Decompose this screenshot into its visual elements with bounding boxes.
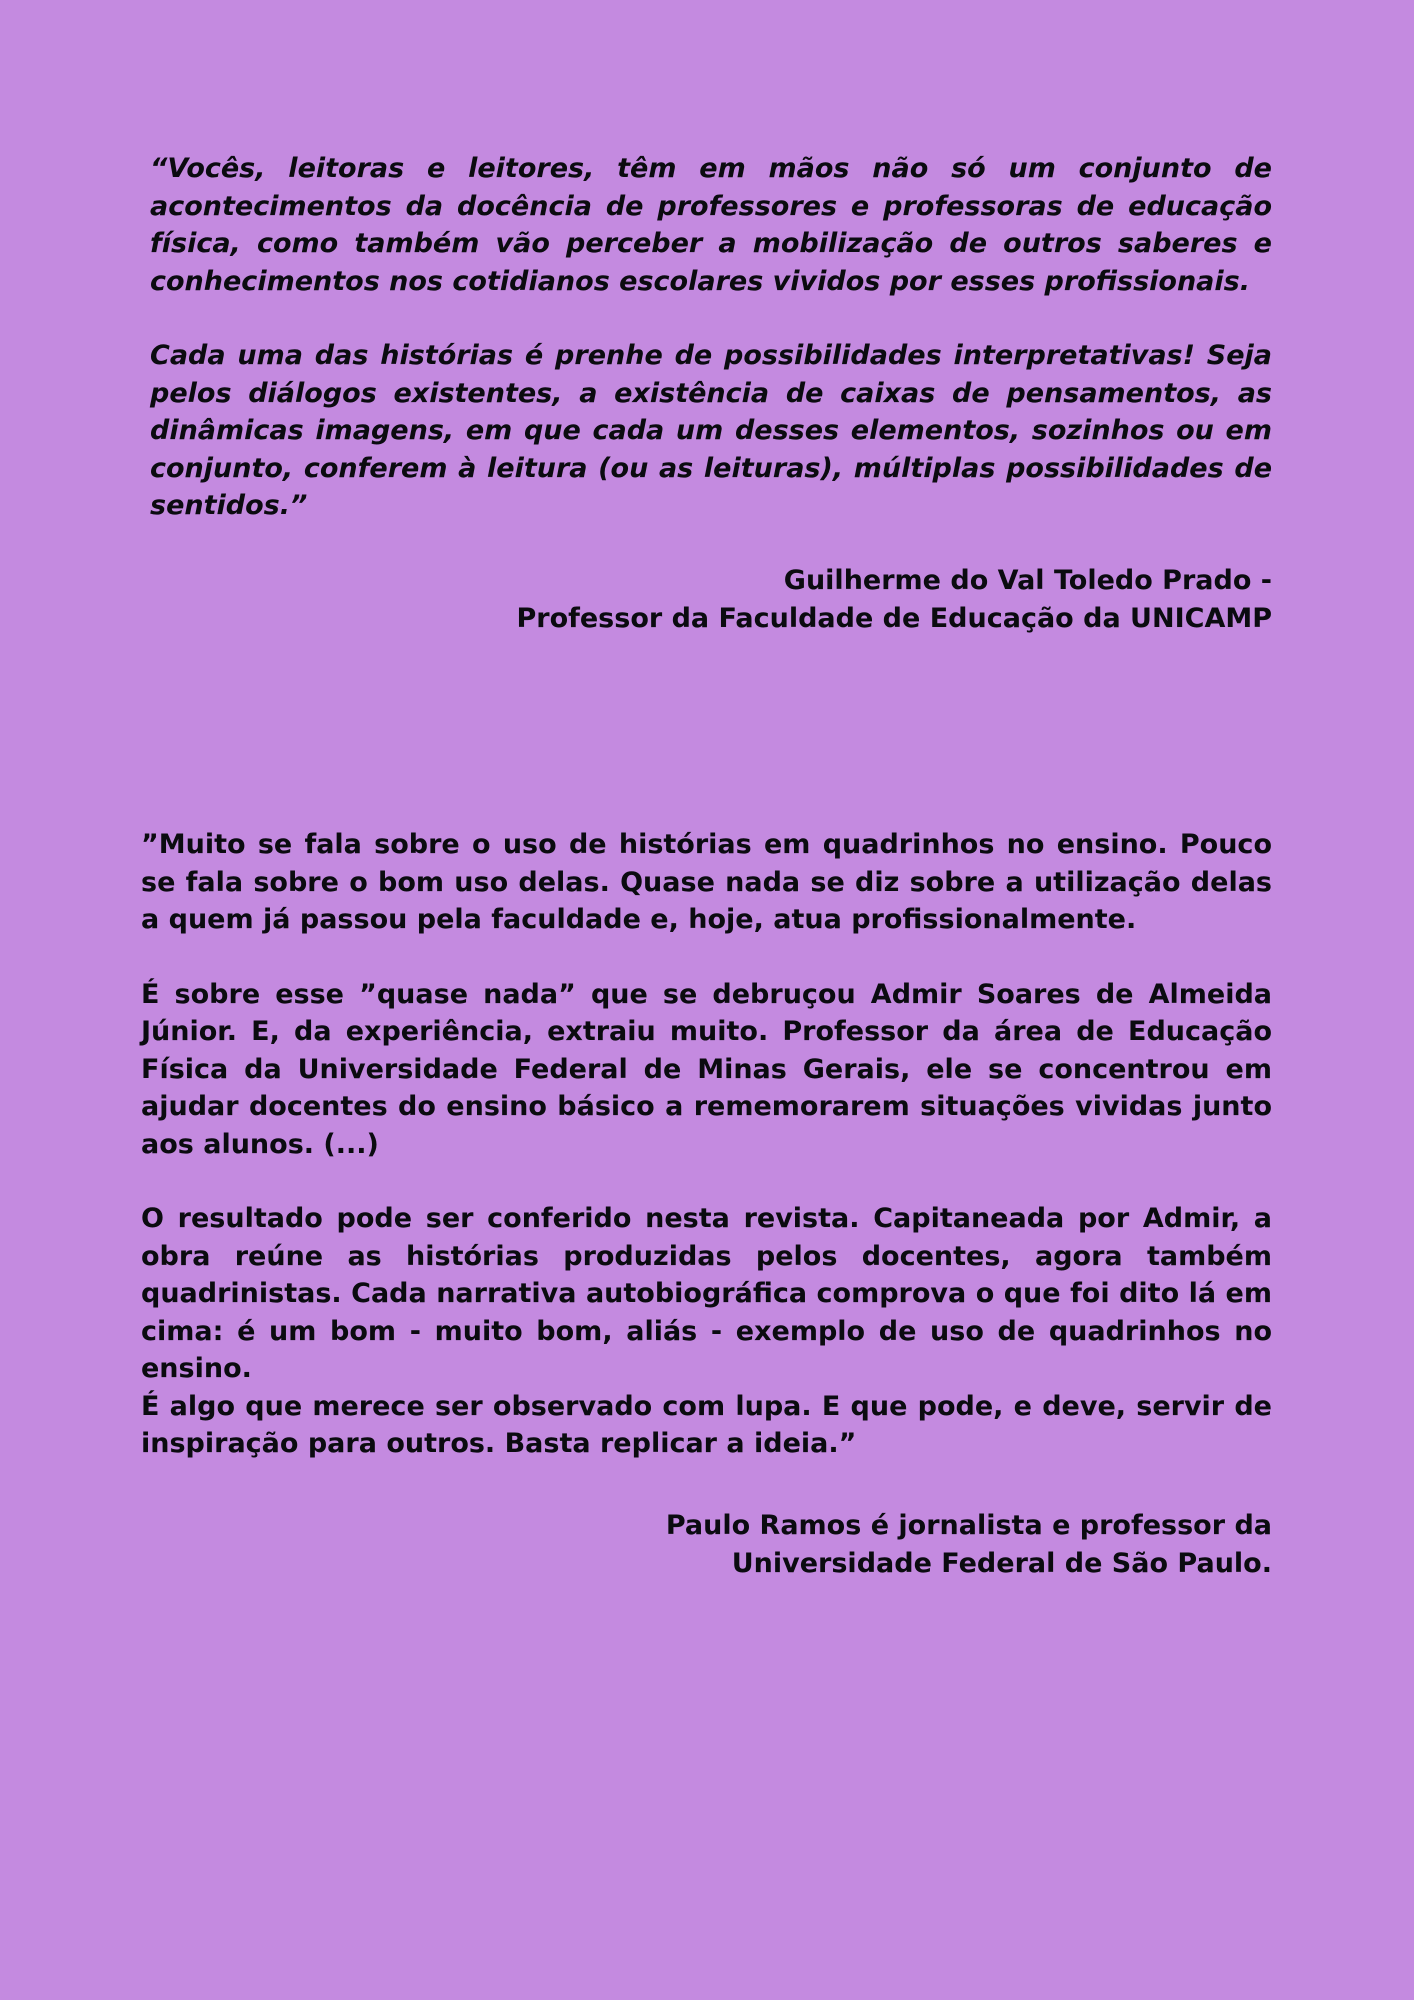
attribution-paulo-name: Paulo Ramos é jornalista e professor da [665,1510,1272,1541]
quote-guilherme-paragraph-2: Cada uma das histórias é prenhe de possibilidades interpretativas! Seja pelos diálogos existentes, a existência de caixas de pensamentos, as dinâmicas imagens, em que cada um desses elementos, sozinhos ou em conjunto, conferem à leitura (ou as leituras), múltiplas possibilidades de sentidos.” [150,340,1272,521]
attribution-paulo-role: Universidade Federal de São Paulo. [731,1547,1272,1579]
quote-guilherme-paragraph-1: “Vocês, leitoras e leitores, têm em mãos não só um conjunto de acontecimentos da docência de professores e professoras de educação física, como também vão perceber a mobilização de outros saberes e conhecimentos nos cotidianos escolares vividos por esses profissionais. [150,153,1272,297]
quote-paulo-paragraph-2: É sobre esse ”quase nada” que se debruçou Admir Soares de Almeida Júnior. E, da experiência, extraiu muito. Professor da área de Educação Física da Universidade Federal de Minas Gerais, ele se concentrou em ajudar docentes do ensino básico a rememorarem situações vividas junto aos alunos. (...) [141,978,1272,1160]
quote-paulo-paragraph-4: É algo que merece ser observado com lupa. E que pode, e deve, servir de inspiração para outros. Basta replicar a ideia.” [141,1390,1272,1459]
quote-paulo-paragraph-1: ”Muito se fala sobre o uso de histórias em quadrinhos no ensino. Pouco se fala sobre o bom uso delas. Quase nada se diz sobre a utilização delas a quem já passou pela faculdade e, hoje, atua profissionalmente. [141,829,1272,935]
quote-paulo-paragraph-3: O resultado pode ser conferido nesta revista. Capitaneada por Admir, a obra reúne as histórias produzidas pelos docentes, agora também quadrinistas. Cada narrativa autobiográfica comprova o que foi dito lá em cima: é um bom - muito bom, aliás - exemplo de uso de quadrinhos no ensino. [141,1203,1272,1384]
attribution-paulo [666,1507,1272,1582]
attribution-guilherme-role: Professor da Faculdade de Educação da UNICAMP [516,602,1272,634]
quote-guilherme [150,150,1272,525]
attribution-guilherme [516,562,1272,637]
quote-paulo [141,826,1272,1463]
attribution-guilherme-name: Guilherme do Val Toledo Prado - [783,565,1272,596]
